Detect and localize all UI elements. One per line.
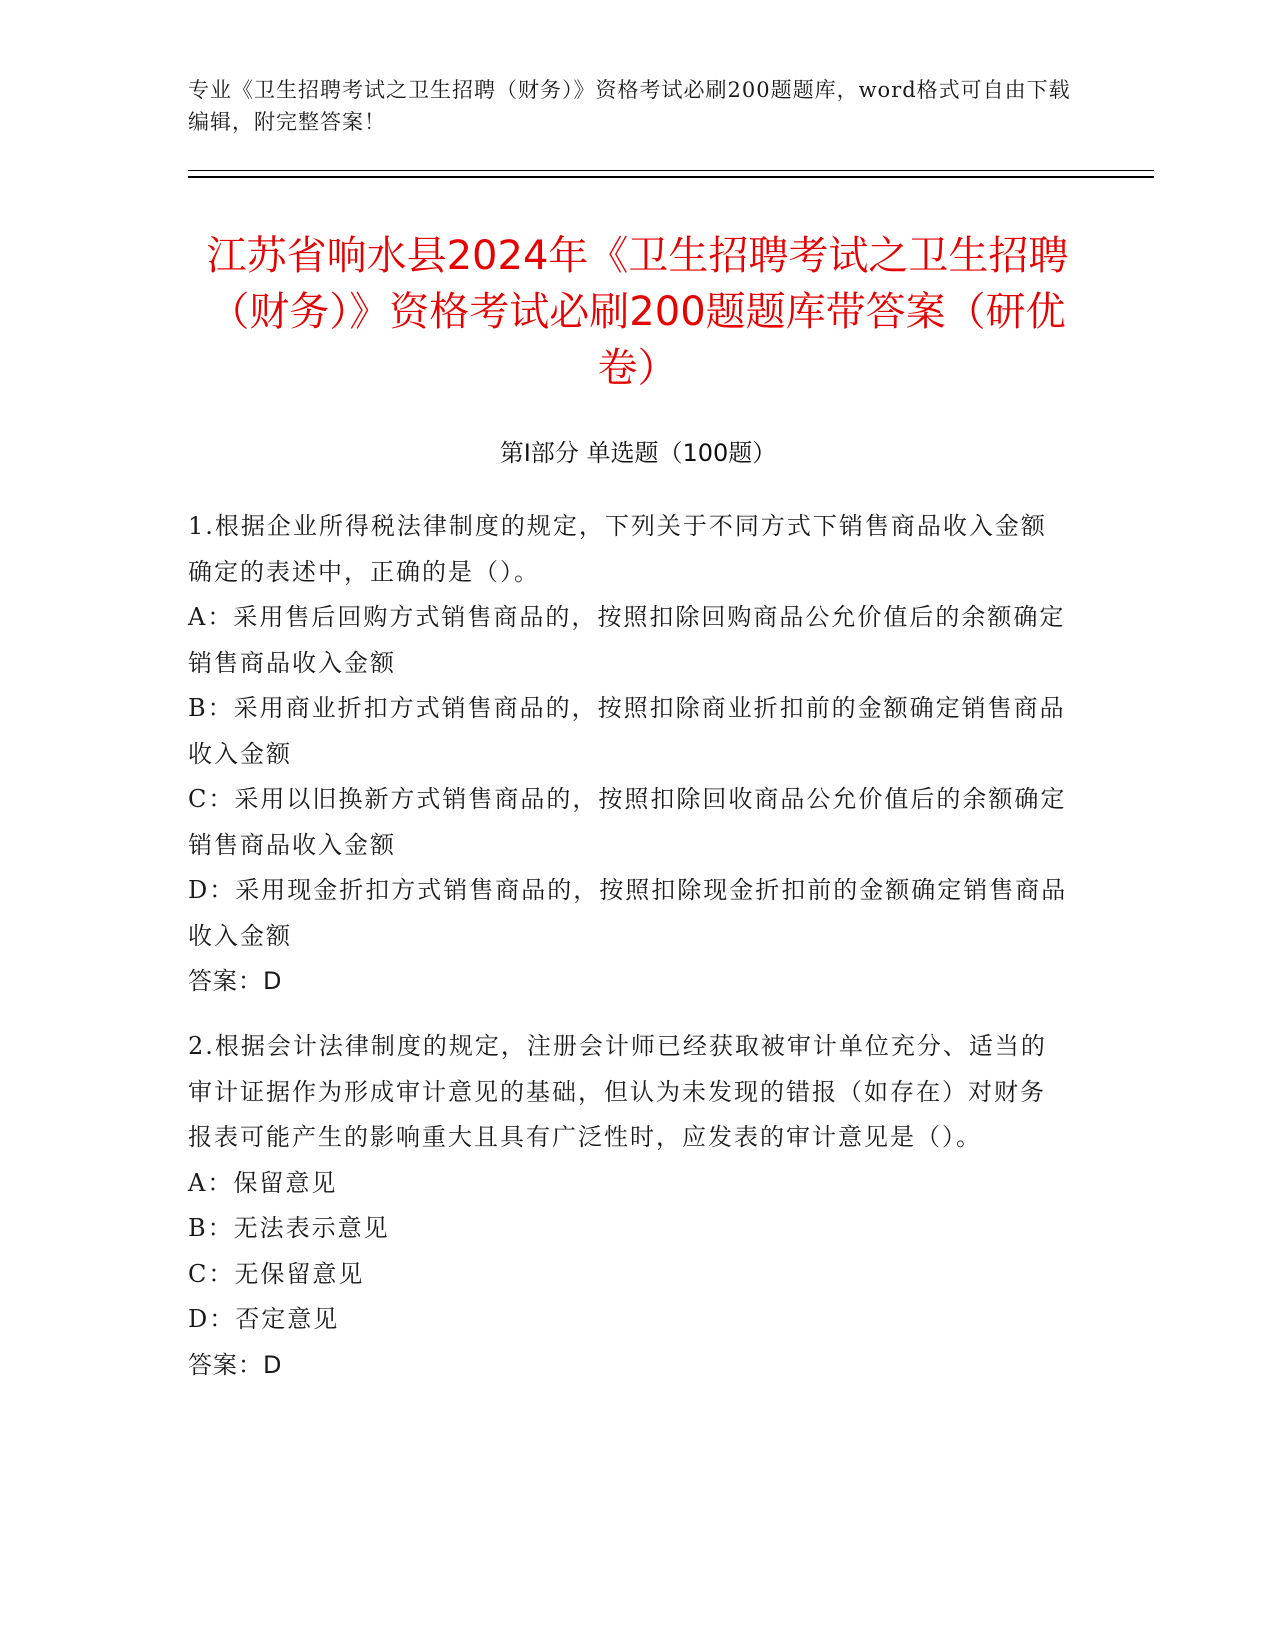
header-divider-thin	[188, 170, 1154, 171]
option-a: A：保留意见	[188, 1168, 338, 1197]
option-a: A：采用售后回购方式销售商品的，按照扣除回购商品公允价值后的余额确定销售商品收入金额	[188, 603, 1066, 677]
question-stem: 2.根据会计法律制度的规定，注册会计师已经获取被审计单位充分、适当的审计证据作为形成审计意见的基础，但认为未发现的错报（如存在）对财务报表可能产生的影响重大且具有广泛性时，应发表的审计意见是（）。	[188, 1032, 1047, 1151]
document-title: 江苏省响水县2024年《卫生招聘考试之卫生招聘（财务）》资格考试必刷200题题库带答案（研优卷）	[206, 233, 1069, 391]
question-2	[188, 1024, 1068, 1388]
option-d: D：否定意见	[188, 1305, 340, 1333]
option-b: B：采用商业折扣方式销售商品的，按照扣除商业折扣前的金额确定销售商品收入金额	[188, 694, 1066, 768]
section-heading: 第I部分 单选题（100题）	[499, 439, 777, 467]
option-c: C：无保留意见	[188, 1259, 365, 1288]
answer: 答案：D	[188, 1350, 283, 1379]
header-divider-thick	[188, 176, 1154, 178]
header-note: 专业《卫生招聘考试之卫生招聘（财务）》资格考试必刷200题题库，word格式可自由下载编辑，附完整答案！	[188, 78, 1071, 134]
option-d: D：采用现金折扣方式销售商品的，按照扣除现金折扣前的金额确定销售商品收入金额	[188, 876, 1068, 950]
option-c: C：采用以旧换新方式销售商品的，按照扣除回收商品公允价值后的余额确定销售商品收入金额	[188, 785, 1067, 859]
question-stem: 1.根据企业所得税法律制度的规定，下列关于不同方式下销售商品收入金额确定的表述中，正确的是（）。	[188, 512, 1047, 586]
answer: 答案：D	[188, 967, 283, 995]
option-b: B：无法表示意见	[188, 1214, 390, 1242]
question-1	[188, 504, 1068, 1005]
